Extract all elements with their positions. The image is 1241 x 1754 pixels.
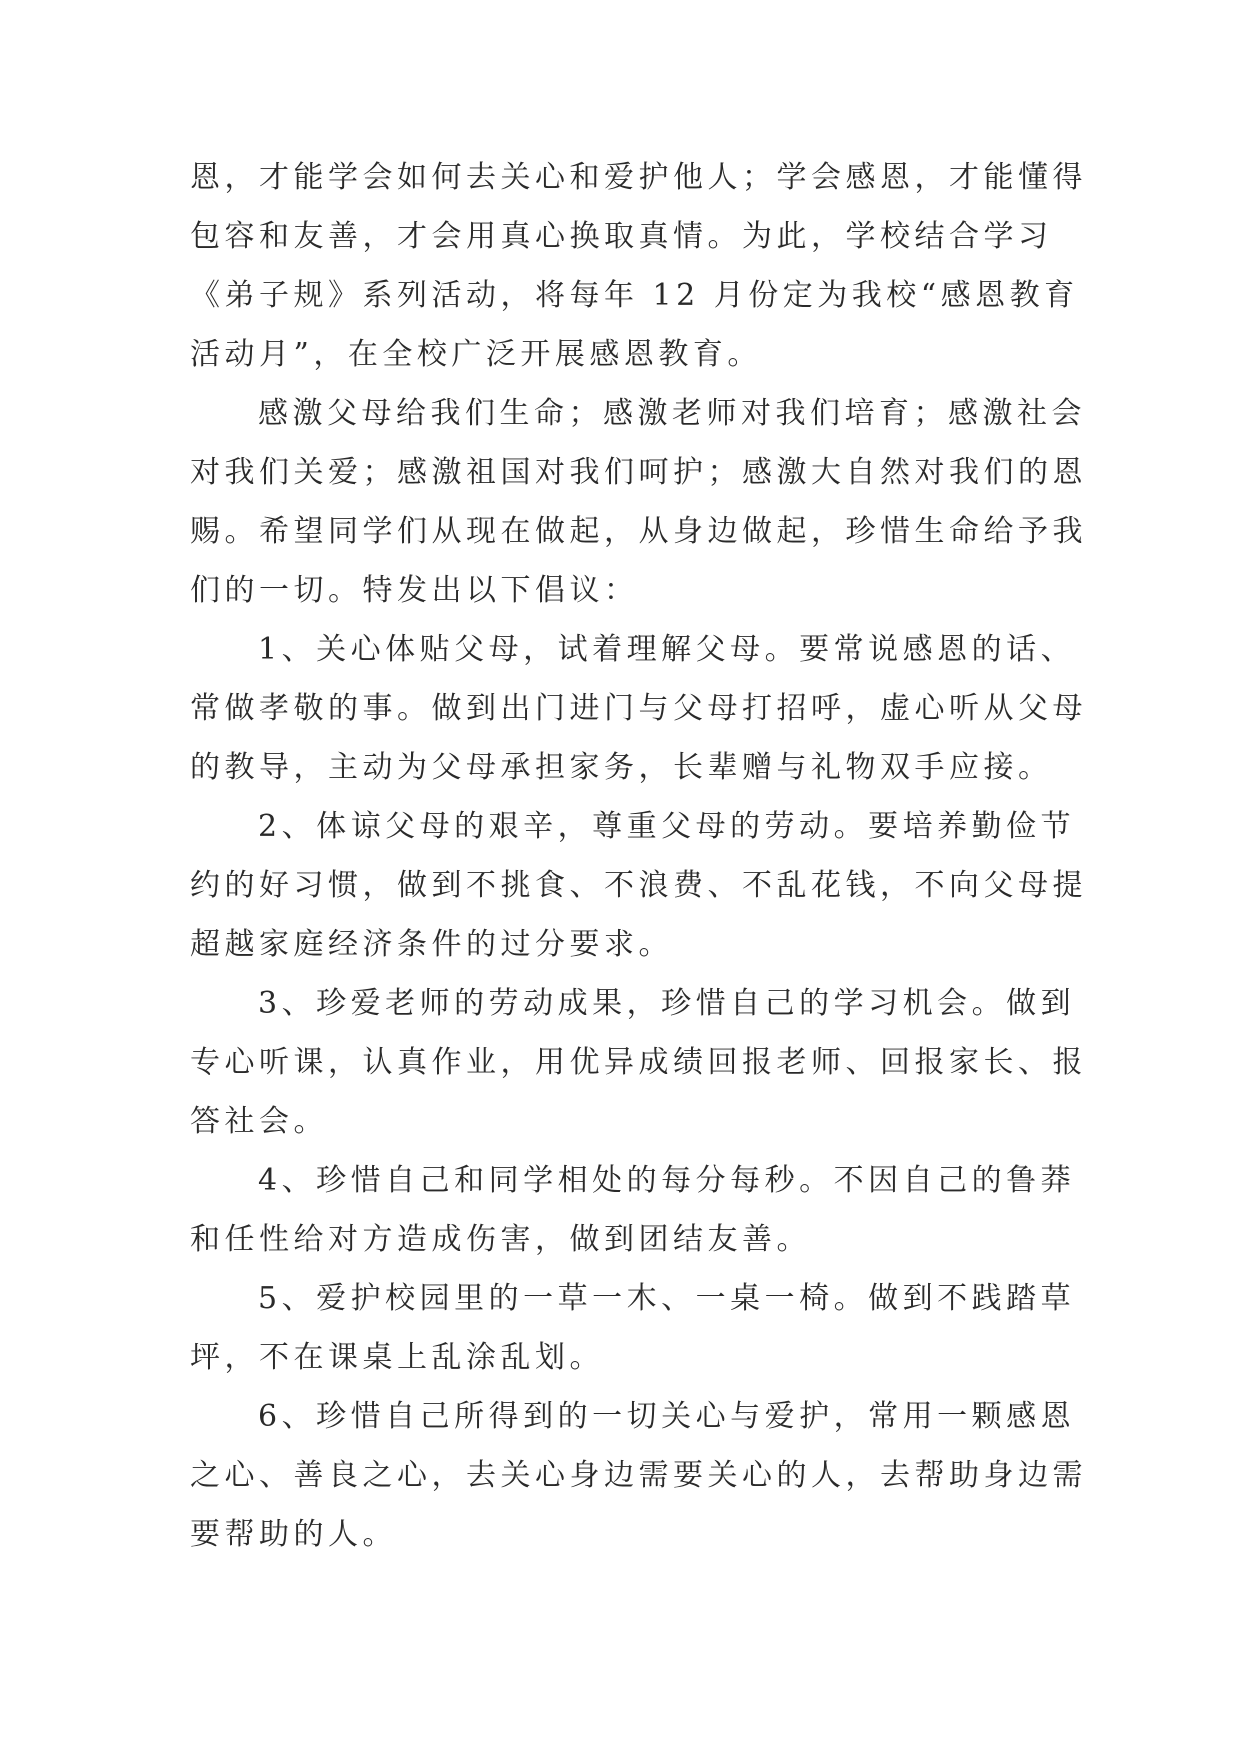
text-line: 活动月”，在全校广泛开展感恩教育。	[190, 337, 762, 372]
text-line: 约的好习惯，做到不挑食、不浪费、不乱花钱，不向父母提	[190, 868, 1087, 903]
text-line: 包容和友善，才会用真心换取真情。为此，学校结合学习	[190, 219, 1053, 254]
text-line: 专心听课，认真作业，用优异成绩回报老师、回报家长、报	[190, 1045, 1087, 1080]
text-line: 和任性给对方造成伤害，做到团结友善。	[190, 1222, 811, 1257]
document-body	[190, 148, 1087, 1564]
list-item-4-first-line: 4、珍惜自己和同学相处的每分每秒。不因自己的鲁莽	[258, 1163, 1076, 1198]
list-item-2-first-line: 2、体谅父母的艰辛，尊重父母的劳动。要培养勤俭节	[258, 809, 1076, 844]
text-line: 常做孝敬的事。做到出门进门与父母打招呼，虚心听从父母	[190, 691, 1087, 726]
list-item-1-first-line: 1、关心体贴父母，试着理解父母。要常说感恩的话、	[258, 632, 1076, 667]
text-line: 超越家庭经济条件的过分要求。	[190, 927, 673, 962]
text-line: 的教导，主动为父母承担家务，长辈赠与礼物双手应接。	[190, 750, 1053, 785]
text-line: 恩，才能学会如何去关心和爱护他人；学会感恩，才能懂得	[190, 160, 1087, 195]
text-line: 坪，不在课桌上乱涂乱划。	[190, 1340, 604, 1375]
text-line: 对我们关爱；感激祖国对我们呵护；感激大自然对我们的恩	[190, 455, 1087, 490]
paragraph-first-line: 感激父母给我们生命；感激老师对我们培育；感激社会	[258, 396, 1086, 431]
text-line: 赐。希望同学们从现在做起，从身边做起，珍惜生命给予我	[190, 514, 1087, 549]
text-line: 之心、善良之心，去关心身边需要关心的人，去帮助身边需	[190, 1458, 1087, 1493]
text-line: 要帮助的人。	[190, 1517, 397, 1552]
list-item-3-first-line: 3、珍爱老师的劳动成果，珍惜自己的学习机会。做到	[258, 986, 1076, 1021]
list-item-5-first-line: 5、爱护校园里的一草一木、一桌一椅。做到不践踏草	[258, 1281, 1076, 1316]
text-line: 《弟子规》系列活动，将每年 12 月份定为我校“感恩教育	[190, 278, 1079, 313]
list-item-6-first-line: 6、珍惜自己所得到的一切关心与爱护，常用一颗感恩	[258, 1399, 1076, 1434]
text-line: 答社会。	[190, 1104, 328, 1139]
text-line: 们的一切。特发出以下倡议：	[190, 573, 639, 608]
